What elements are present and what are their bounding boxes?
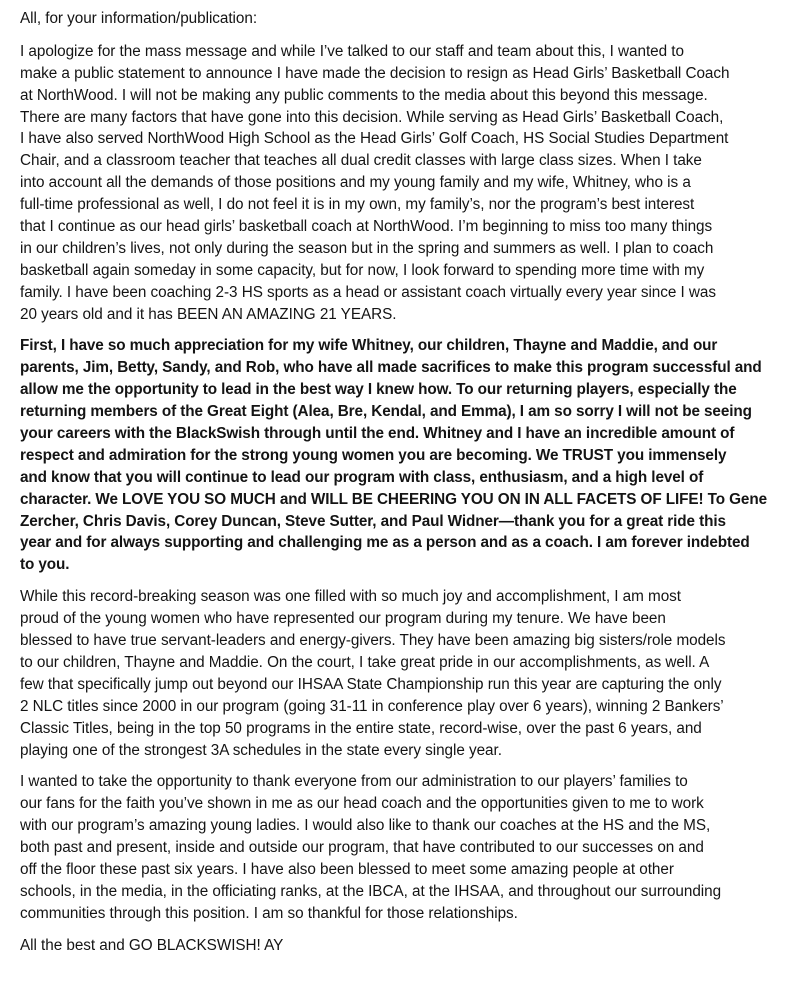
paragraph-line: While this record-breaking season was one filled with so much joy and accomplishment, I am most	[20, 588, 681, 606]
paragraph-line: proud of the young women who have represented our program during my tenure. We have been	[20, 610, 666, 628]
paragraph-line: in our children’s lives, not only during the season but in the spring and summers as well. I plan to coach	[20, 239, 714, 257]
paragraph-appreciation	[20, 335, 788, 576]
paragraph-line: parents, Jim, Betty, Sandy, and Rob, who have all made sacrifices to make this program successful and	[20, 359, 762, 377]
paragraph-line: returning members of the Great Eight (Alea, Bre, Kendal, and Emma), I am so sorry I will not be seeing	[20, 403, 752, 421]
paragraph-line: few that specifically jump out beyond our IHSAA State Championship run this year are capturing the only	[20, 675, 722, 693]
paragraph-line: into account all the demands of those positions and my young family and my wife, Whitney, who is a	[20, 174, 691, 192]
paragraph-line: basketball again someday in some capacity, but for now, I look forward to spending more time with my	[20, 261, 705, 279]
paragraph-line: respect and admiration for the strong young women you are becoming. We TRUST you immensely	[20, 446, 727, 464]
paragraph-line: allow me the opportunity to lead in the best way I knew how. To our returning players, especially the	[20, 381, 737, 399]
paragraph-line: full-time professional as well, I do not feel it is in my own, my family’s, nor the program’s best interest	[20, 196, 695, 214]
paragraph-line: blessed to have true servant-leaders and energy-givers. They have been amazing big sisters/role models	[20, 632, 726, 650]
paragraph-line: 20 years old and it has BEEN AN AMAZING 21 YEARS.	[20, 305, 397, 323]
paragraph-line: year and for always supporting and challenging me as a person and as a coach. I am forever indebted	[20, 534, 750, 552]
paragraph-line: Classic Titles, being in the top 50 programs in the entire state, record-wise, over the past 6 years, and	[20, 719, 702, 737]
paragraph-line: to our children, Thayne and Maddie. On the court, I take great pride in our accomplishments, as well. A	[20, 653, 710, 671]
paragraph-line: I have also served NorthWood High School as the Head Girls’ Golf Coach, HS Social Studies Department	[20, 130, 729, 148]
paragraph-line: make a public statement to announce I have made the decision to resign as Head Girls’ Basketball Coach	[20, 64, 730, 82]
paragraph-line: schools, in the media, in the officiating ranks, at the IBCA, at the IHSAA, and throughout our surrounding	[20, 882, 722, 900]
closing	[20, 935, 788, 957]
closing-line: All the best and GO BLACKSWISH! AY	[20, 936, 284, 954]
paragraph-line: to you.	[20, 556, 70, 574]
paragraph-line: at NorthWood. I will not be making any public comments to the media about this beyond this message.	[20, 86, 708, 104]
paragraph-line: I wanted to take the opportunity to thank everyone from our administration to our players’ families to	[20, 773, 688, 791]
letter-body	[20, 8, 788, 967]
paragraph-line: playing one of the strongest 3A schedules in the state every single year.	[20, 741, 502, 759]
greeting-line: All, for your information/publication:	[20, 10, 258, 27]
paragraph-line: family. I have been coaching 2-3 HS sports as a head or assistant coach virtually every year since I was	[20, 283, 716, 301]
paragraph-line: I apologize for the mass message and while I’ve talked to our staff and team about this, I wanted to	[20, 42, 684, 60]
paragraph-line: First, I have so much appreciation for my wife Whitney, our children, Thayne and Maddie, and our	[20, 337, 718, 355]
paragraph-line: off the floor these past six years. I have also been blessed to meet some amazing people at other	[20, 860, 674, 878]
paragraph-thanks	[20, 771, 788, 924]
paragraph-line: communities through this position. I am so thankful for those relationships.	[20, 904, 518, 922]
paragraph-line: your careers with the BlackSwish through until the end. Whitney and I have an incredible amount of	[20, 425, 735, 443]
paragraph-resignation	[20, 41, 788, 326]
paragraph-line: that I continue as our head girls’ basketball coach at NorthWood. I’m beginning to miss too many things	[20, 218, 713, 236]
paragraph-line: and know that you will continue to lead our program with class, enthusiasm, and a high level of	[20, 468, 704, 486]
paragraph-line: Zercher, Chris Davis, Corey Duncan, Steve Sutter, and Paul Widner—thank you for a great ride this	[20, 512, 726, 530]
paragraph-line: 2 NLC titles since 2000 in our program (going 31-11 in conference play over 6 years), winning 2 Bankers’	[20, 697, 724, 715]
paragraph-accomplishments	[20, 586, 788, 761]
paragraph-line: There are many factors that have gone into this decision. While serving as Head Girls’ Basketball Coach,	[20, 108, 724, 126]
paragraph-line: character. We LOVE YOU SO MUCH and WILL BE CHEERING YOU ON IN ALL FACETS OF LIFE! To Gene	[20, 490, 767, 508]
paragraph-line: our fans for the faith you’ve shown in me as our head coach and the opportunities given to me to work	[20, 795, 704, 813]
greeting	[20, 8, 788, 30]
paragraph-line: both past and present, inside and outside our program, that have contributed to our successes on and	[20, 839, 704, 857]
paragraph-line: Chair, and a classroom teacher that teaches all dual credit classes with large class sizes. When I take	[20, 152, 702, 170]
paragraph-line: with our program’s amazing young ladies. I would also like to thank our coaches at the HS and the MS,	[20, 817, 711, 835]
